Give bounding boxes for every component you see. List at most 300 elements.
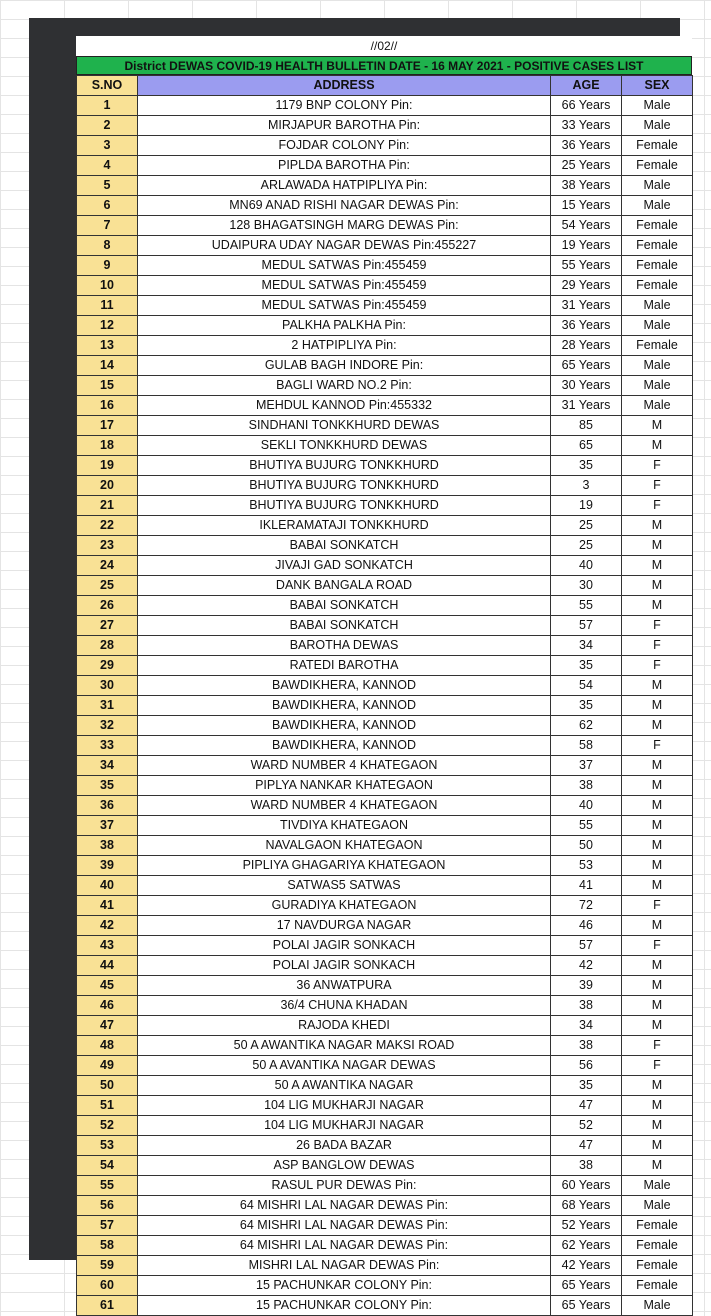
cell-sex: M — [622, 436, 693, 456]
cell-age: 38 — [551, 996, 622, 1016]
table-row — [77, 876, 693, 896]
table-row — [77, 1296, 693, 1316]
cell-sex: F — [622, 1056, 693, 1076]
cell-age: 25 Years — [551, 156, 622, 176]
cell-age: 36 Years — [551, 316, 622, 336]
cell-sno: 55 — [77, 1176, 138, 1196]
table-row — [77, 1196, 693, 1216]
cell-age: 38 — [551, 776, 622, 796]
cell-sno: 17 — [77, 416, 138, 436]
cell-sno: 54 — [77, 1156, 138, 1176]
cell-sex: F — [622, 736, 693, 756]
cell-age: 38 Years — [551, 176, 622, 196]
cell-address: 36 ANWATPURA — [138, 976, 551, 996]
cell-age: 37 — [551, 756, 622, 776]
table-row — [77, 636, 693, 656]
table-row — [77, 1156, 693, 1176]
cell-address: IKLERAMATAJI TONKKHURD — [138, 516, 551, 536]
cell-sex: Male — [622, 176, 693, 196]
cell-sex: Male — [622, 316, 693, 336]
table-row — [77, 396, 693, 416]
cell-sex: F — [622, 476, 693, 496]
cell-sex: M — [622, 1136, 693, 1156]
table-body — [77, 96, 693, 1316]
cell-age: 56 — [551, 1056, 622, 1076]
cell-sno: 58 — [77, 1236, 138, 1256]
cell-sno: 18 — [77, 436, 138, 456]
cell-address: 17 NAVDURGA NAGAR — [138, 916, 551, 936]
cell-age: 54 Years — [551, 216, 622, 236]
cell-sno: 14 — [77, 356, 138, 376]
cell-address: 50 A AWANTIKA NAGAR MAKSI ROAD — [138, 1036, 551, 1056]
table-row — [77, 816, 693, 836]
table-row — [77, 156, 693, 176]
cell-sno: 33 — [77, 736, 138, 756]
cell-sno: 36 — [77, 796, 138, 816]
cell-age: 35 — [551, 656, 622, 676]
table-row — [77, 936, 693, 956]
cell-address: BHUTIYA BUJURG TONKKHURD — [138, 496, 551, 516]
table-row — [77, 956, 693, 976]
table-row — [77, 536, 693, 556]
page-number: //02// — [76, 36, 692, 56]
table-row — [77, 376, 693, 396]
table-row — [77, 476, 693, 496]
table-row — [77, 336, 693, 356]
cell-address: 104 LIG MUKHARJI NAGAR — [138, 1116, 551, 1136]
cell-sno: 41 — [77, 896, 138, 916]
cell-sno: 53 — [77, 1136, 138, 1156]
cell-sex: M — [622, 996, 693, 1016]
cell-age: 47 — [551, 1136, 622, 1156]
cell-address: GURADIYA KHATEGAON — [138, 896, 551, 916]
cell-sno: 50 — [77, 1076, 138, 1096]
cell-address: POLAI JAGIR SONKACH — [138, 936, 551, 956]
cell-address: PALKHA PALKHA Pin: — [138, 316, 551, 336]
column-header-age: AGE — [551, 76, 622, 96]
table-header-row — [77, 76, 693, 96]
cell-sno: 24 — [77, 556, 138, 576]
cell-sno: 37 — [77, 816, 138, 836]
cell-sex: Male — [622, 376, 693, 396]
cell-sex: F — [622, 456, 693, 476]
cell-sno: 1 — [77, 96, 138, 116]
cell-sex: M — [622, 416, 693, 436]
table-row — [77, 1016, 693, 1036]
cell-sno: 56 — [77, 1196, 138, 1216]
cell-address: BABAI SONKATCH — [138, 616, 551, 636]
cell-address: BABAI SONKATCH — [138, 536, 551, 556]
cell-age: 30 — [551, 576, 622, 596]
table-row — [77, 1276, 693, 1296]
cell-sno: 34 — [77, 756, 138, 776]
cell-address: 15 PACHUNKAR COLONY Pin: — [138, 1296, 551, 1316]
cell-address: MEDUL SATWAS Pin:455459 — [138, 296, 551, 316]
cell-sno: 31 — [77, 696, 138, 716]
cell-sno: 8 — [77, 236, 138, 256]
cell-address: BAROTHA DEWAS — [138, 636, 551, 656]
cell-sno: 27 — [77, 616, 138, 636]
table-row — [77, 576, 693, 596]
cell-age: 38 — [551, 1156, 622, 1176]
table-row — [77, 836, 693, 856]
cell-address: ASP BANGLOW DEWAS — [138, 1156, 551, 1176]
cell-sex: Male — [622, 1296, 693, 1316]
table-row — [77, 96, 693, 116]
cell-age: 25 — [551, 536, 622, 556]
cell-sex: M — [622, 756, 693, 776]
cell-age: 19 — [551, 496, 622, 516]
cell-address: GULAB BAGH INDORE Pin: — [138, 356, 551, 376]
column-header-sex: SEX — [622, 76, 693, 96]
cell-sno: 42 — [77, 916, 138, 936]
cell-sex: Male — [622, 1176, 693, 1196]
cell-sex: Female — [622, 336, 693, 356]
cell-age: 41 — [551, 876, 622, 896]
cell-sex: Female — [622, 1236, 693, 1256]
cell-sex: Female — [622, 136, 693, 156]
cell-age: 34 — [551, 636, 622, 656]
table-row — [77, 996, 693, 1016]
table-row — [77, 976, 693, 996]
cell-sex: M — [622, 536, 693, 556]
cell-age: 39 — [551, 976, 622, 996]
cell-address: POLAI JAGIR SONKACH — [138, 956, 551, 976]
cell-address: 36/4 CHUNA KHADAN — [138, 996, 551, 1016]
cell-sno: 44 — [77, 956, 138, 976]
document-frame — [29, 18, 680, 1312]
cell-sex: M — [622, 776, 693, 796]
cell-age: 31 Years — [551, 396, 622, 416]
cell-sex: M — [622, 1076, 693, 1096]
cell-sex: Male — [622, 96, 693, 116]
cell-sno: 59 — [77, 1256, 138, 1276]
cell-sex: M — [622, 696, 693, 716]
cell-address: ARLAWADA HATPIPLIYA Pin: — [138, 176, 551, 196]
cell-sex: M — [622, 856, 693, 876]
cell-sno: 12 — [77, 316, 138, 336]
cell-age: 55 — [551, 596, 622, 616]
table-row — [77, 1036, 693, 1056]
cell-age: 62 Years — [551, 1236, 622, 1256]
cell-age: 68 Years — [551, 1196, 622, 1216]
positive-cases-table — [76, 75, 693, 1316]
cell-sex: F — [622, 496, 693, 516]
cell-address: SATWAS5 SATWAS — [138, 876, 551, 896]
table-row — [77, 716, 693, 736]
cell-sno: 43 — [77, 936, 138, 956]
cell-address: BHUTIYA BUJURG TONKKHURD — [138, 476, 551, 496]
cell-address: JIVAJI GAD SONKATCH — [138, 556, 551, 576]
cell-age: 35 — [551, 696, 622, 716]
cell-sex: M — [622, 916, 693, 936]
cell-sex: Female — [622, 1276, 693, 1296]
cell-address: SINDHANI TONKKHURD DEWAS — [138, 416, 551, 436]
cell-sno: 46 — [77, 996, 138, 1016]
cell-address: 15 PACHUNKAR COLONY Pin: — [138, 1276, 551, 1296]
cell-sno: 52 — [77, 1116, 138, 1136]
table-row — [77, 236, 693, 256]
table-row — [77, 796, 693, 816]
cell-sno: 10 — [77, 276, 138, 296]
cell-age: 25 — [551, 516, 622, 536]
table-row — [77, 1116, 693, 1136]
cell-age: 29 Years — [551, 276, 622, 296]
cell-sno: 2 — [77, 116, 138, 136]
cell-address: MEHDUL KANNOD Pin:455332 — [138, 396, 551, 416]
cell-address: SEKLI TONKKHURD DEWAS — [138, 436, 551, 456]
cell-age: 54 — [551, 676, 622, 696]
cell-sex: F — [622, 616, 693, 636]
cell-age: 62 — [551, 716, 622, 736]
cell-sex: Male — [622, 196, 693, 216]
table-row — [77, 1136, 693, 1156]
cell-address: BABAI SONKATCH — [138, 596, 551, 616]
table-row — [77, 196, 693, 216]
cell-address: BAWDIKHERA, KANNOD — [138, 736, 551, 756]
cell-address: WARD NUMBER 4 KHATEGAON — [138, 756, 551, 776]
cell-age: 60 Years — [551, 1176, 622, 1196]
table-row — [77, 116, 693, 136]
table-row — [77, 896, 693, 916]
column-header-address: ADDRESS — [138, 76, 551, 96]
cell-sex: Male — [622, 396, 693, 416]
cell-age: 72 — [551, 896, 622, 916]
table-row — [77, 1256, 693, 1276]
cell-sex: M — [622, 836, 693, 856]
cell-age: 52 — [551, 1116, 622, 1136]
cell-sex: M — [622, 576, 693, 596]
cell-address: BAGLI WARD NO.2 Pin: — [138, 376, 551, 396]
cell-age: 57 — [551, 936, 622, 956]
cell-sno: 21 — [77, 496, 138, 516]
cell-sex: F — [622, 896, 693, 916]
cell-sex: M — [622, 976, 693, 996]
cell-sno: 7 — [77, 216, 138, 236]
cell-address: MISHRI LAL NAGAR DEWAS Pin: — [138, 1256, 551, 1276]
cell-sno: 60 — [77, 1276, 138, 1296]
cell-sex: F — [622, 656, 693, 676]
cell-sex: Female — [622, 236, 693, 256]
table-row — [77, 456, 693, 476]
cell-address: PIPLIYA GHAGARIYA KHATEGAON — [138, 856, 551, 876]
cell-sex: Female — [622, 1216, 693, 1236]
cell-sex: M — [622, 876, 693, 896]
cell-sno: 16 — [77, 396, 138, 416]
cell-sex: F — [622, 1036, 693, 1056]
table-row — [77, 616, 693, 636]
cell-sno: 19 — [77, 456, 138, 476]
cell-sno: 5 — [77, 176, 138, 196]
cell-age: 36 Years — [551, 136, 622, 156]
cell-address: FOJDAR COLONY Pin: — [138, 136, 551, 156]
bulletin-title: District DEWAS COVID-19 HEALTH BULLETIN DATE - 16 MAY 2021 - POSITIVE CASES LIST — [76, 56, 692, 75]
table-row — [77, 1056, 693, 1076]
cell-age: 33 Years — [551, 116, 622, 136]
cell-age: 35 — [551, 456, 622, 476]
cell-sno: 6 — [77, 196, 138, 216]
cell-sno: 40 — [77, 876, 138, 896]
table-row — [77, 1216, 693, 1236]
cell-sno: 57 — [77, 1216, 138, 1236]
table-row — [77, 416, 693, 436]
table-row — [77, 556, 693, 576]
table-row — [77, 216, 693, 236]
cell-sno: 23 — [77, 536, 138, 556]
cell-sno: 45 — [77, 976, 138, 996]
table-row — [77, 316, 693, 336]
cell-address: 50 A AWANTIKA NAGAR — [138, 1076, 551, 1096]
table-row — [77, 776, 693, 796]
cell-sno: 61 — [77, 1296, 138, 1316]
cell-sno: 3 — [77, 136, 138, 156]
cell-age: 35 — [551, 1076, 622, 1096]
cell-sex: Male — [622, 1196, 693, 1216]
table-row — [77, 1096, 693, 1116]
cell-address: RASUL PUR DEWAS Pin: — [138, 1176, 551, 1196]
cell-address: NAVALGAON KHATEGAON — [138, 836, 551, 856]
cell-age: 65 Years — [551, 356, 622, 376]
cell-address: 50 A AVANTIKA NAGAR DEWAS — [138, 1056, 551, 1076]
cell-sex: Female — [622, 256, 693, 276]
table-row — [77, 1176, 693, 1196]
cell-sex: M — [622, 796, 693, 816]
cell-address: TIVDIYA KHATEGAON — [138, 816, 551, 836]
cell-sno: 22 — [77, 516, 138, 536]
cell-age: 38 — [551, 1036, 622, 1056]
cell-sex: M — [622, 596, 693, 616]
cell-age: 30 Years — [551, 376, 622, 396]
cell-age: 28 Years — [551, 336, 622, 356]
cell-address: 64 MISHRI LAL NAGAR DEWAS Pin: — [138, 1236, 551, 1256]
cell-sex: M — [622, 676, 693, 696]
cell-sno: 39 — [77, 856, 138, 876]
table-row — [77, 516, 693, 536]
cell-age: 65 Years — [551, 1276, 622, 1296]
cell-sex: M — [622, 716, 693, 736]
table-row — [77, 756, 693, 776]
cell-sex: Female — [622, 276, 693, 296]
cell-sno: 13 — [77, 336, 138, 356]
cell-sno: 29 — [77, 656, 138, 676]
table-row — [77, 256, 693, 276]
cell-age: 50 — [551, 836, 622, 856]
cell-address: BAWDIKHERA, KANNOD — [138, 676, 551, 696]
cell-sno: 35 — [77, 776, 138, 796]
cell-age: 58 — [551, 736, 622, 756]
cell-address: 128 BHAGATSINGH MARG DEWAS Pin: — [138, 216, 551, 236]
cell-sno: 30 — [77, 676, 138, 696]
cell-sno: 26 — [77, 596, 138, 616]
cell-age: 66 Years — [551, 96, 622, 116]
cell-sno: 28 — [77, 636, 138, 656]
cell-sex: F — [622, 936, 693, 956]
cell-sno: 32 — [77, 716, 138, 736]
cell-age: 3 — [551, 476, 622, 496]
bulletin-sheet — [76, 36, 692, 1316]
cell-age: 85 — [551, 416, 622, 436]
table-row — [77, 856, 693, 876]
cell-address: 1179 BNP COLONY Pin: — [138, 96, 551, 116]
cell-address: PIPLYA NANKAR KHATEGAON — [138, 776, 551, 796]
table-row — [77, 176, 693, 196]
cell-sex: Male — [622, 296, 693, 316]
cell-address: DANK BANGALA ROAD — [138, 576, 551, 596]
cell-age: 57 — [551, 616, 622, 636]
cell-age: 65 — [551, 436, 622, 456]
cell-sex: M — [622, 956, 693, 976]
cell-sex: M — [622, 1016, 693, 1036]
column-header-sno: S.NO — [77, 76, 138, 96]
cell-address: 104 LIG MUKHARJI NAGAR — [138, 1096, 551, 1116]
cell-sno: 38 — [77, 836, 138, 856]
cell-age: 31 Years — [551, 296, 622, 316]
table-row — [77, 436, 693, 456]
cell-address: MEDUL SATWAS Pin:455459 — [138, 276, 551, 296]
cell-sex: Male — [622, 356, 693, 376]
cell-age: 40 — [551, 556, 622, 576]
cell-address: MIRJAPUR BAROTHA Pin: — [138, 116, 551, 136]
table-row — [77, 1076, 693, 1096]
cell-sex: M — [622, 1156, 693, 1176]
cell-address: MN69 ANAD RISHI NAGAR DEWAS Pin: — [138, 196, 551, 216]
table-row — [77, 656, 693, 676]
cell-address: RATEDI BAROTHA — [138, 656, 551, 676]
cell-address: RAJODA KHEDI — [138, 1016, 551, 1036]
cell-address: 2 HATPIPLIYA Pin: — [138, 336, 551, 356]
table-row — [77, 496, 693, 516]
cell-age: 47 — [551, 1096, 622, 1116]
table-row — [77, 296, 693, 316]
cell-age: 42 Years — [551, 1256, 622, 1276]
table-row — [77, 276, 693, 296]
table-row — [77, 736, 693, 756]
cell-age: 34 — [551, 1016, 622, 1036]
cell-sex: Female — [622, 156, 693, 176]
cell-sex: M — [622, 1116, 693, 1136]
table-row — [77, 916, 693, 936]
cell-address: BHUTIYA BUJURG TONKKHURD — [138, 456, 551, 476]
cell-sno: 48 — [77, 1036, 138, 1056]
cell-address: 26 BADA BAZAR — [138, 1136, 551, 1156]
cell-address: 64 MISHRI LAL NAGAR DEWAS Pin: — [138, 1216, 551, 1236]
cell-age: 40 — [551, 796, 622, 816]
cell-sex: F — [622, 636, 693, 656]
cell-sex: Female — [622, 1256, 693, 1276]
cell-sex: M — [622, 516, 693, 536]
cell-sno: 9 — [77, 256, 138, 276]
cell-address: 64 MISHRI LAL NAGAR DEWAS Pin: — [138, 1196, 551, 1216]
cell-age: 55 — [551, 816, 622, 836]
cell-address: MEDUL SATWAS Pin:455459 — [138, 256, 551, 276]
cell-sno: 49 — [77, 1056, 138, 1076]
cell-sex: M — [622, 816, 693, 836]
cell-sex: Male — [622, 116, 693, 136]
cell-sno: 20 — [77, 476, 138, 496]
cell-address: PIPLDA BAROTHA Pin: — [138, 156, 551, 176]
cell-sex: M — [622, 1096, 693, 1116]
cell-age: 65 Years — [551, 1296, 622, 1316]
table-row — [77, 136, 693, 156]
cell-age: 46 — [551, 916, 622, 936]
table-row — [77, 596, 693, 616]
cell-sno: 11 — [77, 296, 138, 316]
cell-sno: 47 — [77, 1016, 138, 1036]
cell-age: 42 — [551, 956, 622, 976]
cell-address: BAWDIKHERA, KANNOD — [138, 716, 551, 736]
cell-age: 52 Years — [551, 1216, 622, 1236]
table-row — [77, 1236, 693, 1256]
